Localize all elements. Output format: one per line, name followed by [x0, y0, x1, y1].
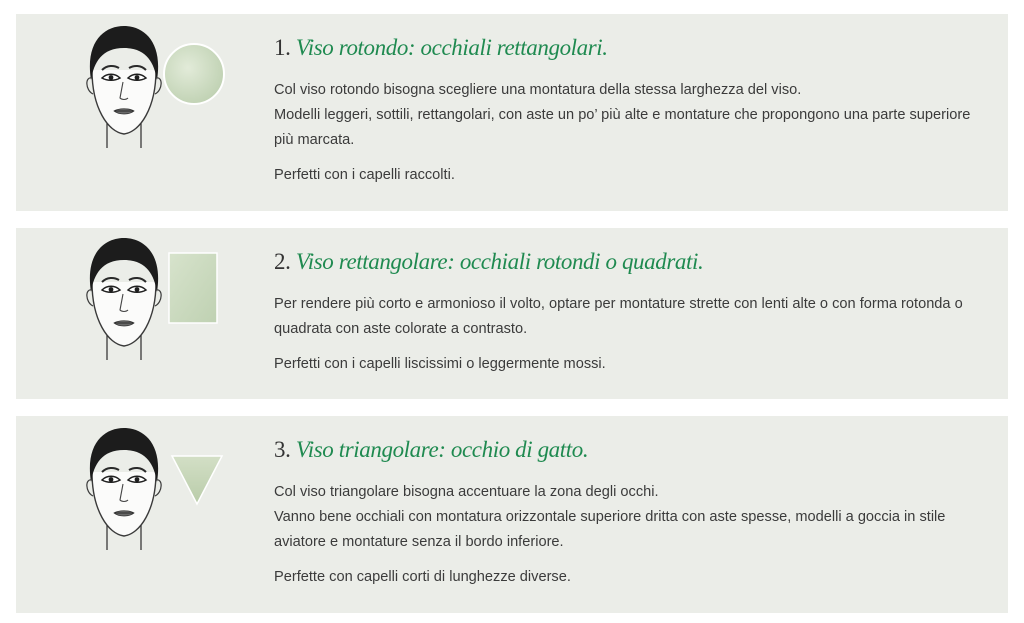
card-text	[274, 34, 984, 188]
hair-note: Perfette con capelli corti di lunghezze diverse.	[274, 569, 571, 585]
card-text	[274, 436, 984, 590]
item-number: 3.	[274, 437, 291, 462]
hair-note: Perfetti con i capelli raccolti.	[274, 167, 455, 183]
face-shape-card-triangular	[16, 416, 1008, 613]
card-title	[274, 436, 984, 464]
description	[274, 78, 984, 153]
item-title: Viso triangolare: occhio di gatto.	[295, 437, 589, 462]
item-title: Viso rotondo: occhiali rettangolari.	[295, 35, 608, 60]
face-illustration-icon	[74, 22, 174, 152]
card-title	[274, 34, 984, 62]
face-illustration-icon	[74, 424, 174, 554]
description-line: Modelli leggeri, sottili, rettangolari, con aste un po’ più alte e montature che propongono una parte superiore più marcata.	[274, 107, 971, 148]
item-number: 1.	[274, 35, 291, 60]
rectangle-shape-icon	[168, 252, 218, 324]
description-line: Col viso rotondo bisogna scegliere una montatura della stessa larghezza del viso.	[274, 82, 802, 98]
item-title: Viso rettangolare: occhiali rotondi o quadrati.	[295, 249, 704, 274]
face-illustration-icon	[74, 234, 174, 364]
item-number: 2.	[274, 249, 291, 274]
card-text	[274, 248, 984, 377]
hair-note: Perfetti con i capelli liscissimi o leggermente mossi.	[274, 356, 606, 372]
card-title	[274, 248, 984, 276]
face-shape-card-round	[16, 14, 1008, 211]
triangle-shape-icon	[170, 454, 224, 506]
description	[274, 480, 984, 555]
description-line: Vanno bene occhiali con montatura orizzontale superiore dritta con aste spesse, modelli a goccia in stile aviatore e montature senza il bordo inferiore.	[274, 509, 946, 550]
face-shape-card-rectangular	[16, 228, 1008, 399]
circle-shape-icon	[162, 42, 226, 106]
description-line: Col viso triangolare bisogna accentuare la zona degli occhi.	[274, 484, 659, 500]
description: Per rendere più corto e armonioso il volto, optare per montature strette con lenti alte o con forma rotonda o quadrata con aste colorate a contrasto.	[274, 296, 963, 337]
